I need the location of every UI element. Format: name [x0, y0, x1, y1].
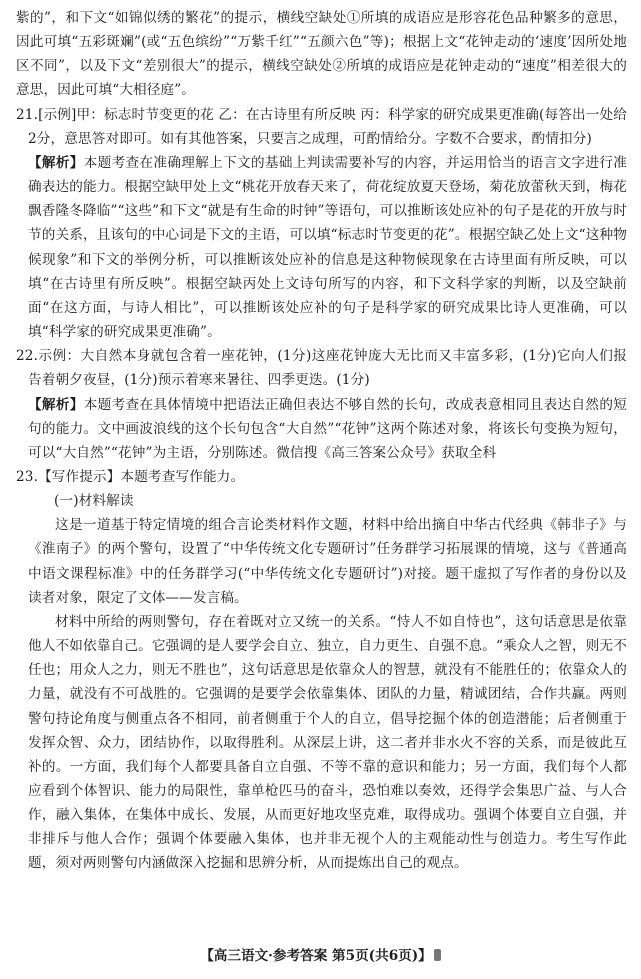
question-22-answer: 22.示例：大自然本身就包含着一座花钟，(1分)这座花钟庞大无比而又丰富多彩，(1分)它向人们报告着朝夕夜昼，(1分)预示着寒来暑往、四季更迭。(1分)	[16, 348, 627, 389]
question-21-analysis	[16, 151, 627, 344]
question-23-paragraph-1: 这是一道基于特定情境的组合言论类材料作文题，材料中给出摘自中华古代经典《韩非子》与《淮南子》的两个警句，设置了“中华传统文化专题研讨”任务群学习拓展课的情境，这与《普通高中语文课程标准》中的任务群学习(“中华传统文化专题研讨”)对接。题干虚拟了写作者的身份以及读者对象，限定了文体——发言稿。	[28, 517, 627, 606]
question-23-heading: 23.【写作提示】本题考查写作能力。	[16, 468, 245, 485]
question-21-answer: 21.[示例]甲：标志时节变更的花 乙：在古诗里有所反映 丙：科学家的研究成果更准确(每答出一处给2分，意思答对即可。如有其他答案，只要言之成理，可酌情给分。字数不合要求，酌情扣分)	[16, 106, 627, 147]
analysis-text: 本题考查在准确理解上下文的基础上判读需要补写的内容，并运用恰当的语言文字进行准确表达的能力。根据空缺甲处上文“桃花开放春天来了，荷花绽放夏天登场，菊花放蕾秋天到，梅花飘香隆冬降临”“这些”和下文“就是有生命的时钟”等语句，可以推断该处应补的句子是花的开放与时节的关系，且该句的中心词是下文的主语，可以填“标志时节变更的花”。根据空缺乙处上文“这种物候现象”和下文的举例分析，可以推断该处应补的信息是这种物候现象在古诗里面有所反映，可以填“在古诗里有所反映”。根据空缺丙处上文诗句所写的内容，和下文科学家的判断，以及空缺前面“在这方面，与诗人相比”，可以推断该处应补的句子是科学家的研究成果比诗人更准确，可以填“科学家的研究成果更准确”。	[28, 154, 627, 341]
footer-text: 【高三语文·参考答案 第5页(共6页)】	[200, 948, 432, 964]
analysis-tag: 【解析】	[28, 154, 84, 171]
analysis-text: 本题考查在具体情境中把语法正确但表达不够自然的长句，改成表意相同且表达自然的短句的能力。文中画波浪线的这个长句包含“大自然”“花钟”这两个陈述对象，将该长句变换为短句，可以“大自然”“花钟”为主语，分别陈述。微信搜《高三答案公众号》获取全科	[28, 396, 627, 461]
analysis-tag: 【解析】	[28, 396, 84, 413]
material-interpretation-subheading: (一)材料解读	[54, 493, 134, 510]
page-footer	[0, 944, 641, 964]
paragraph-q20-continuation: 紫的”，和下文“如锦似绣的繁花”的提示，横线空缺处①所填的成语应是形容花色品种繁多的意思，因此可填“五彩斑斓”(或“五色缤纷”“万紫千红”“五颜六色”等)；根据上文“花钟走动的‘速度’因所处地区不同”，以及下文“差别很大”的提示，横线空缺处②所填的成语应是花钟走动的“速度”相差很大的意思，因此可填“大相径庭”。	[16, 10, 627, 99]
corner-mark-icon	[434, 949, 441, 961]
question-23-paragraph-2: 材料中所给的两则警句，存在着既对立又统一的关系。“恃人不如自恃也”，这句话意思是依靠他人不如依靠自己。它强调的是人要学会自立、独立，自力更生、自强不息。“乘众人之智，则无不任也；用众人之力，则无不胜也”，这句话意思是依靠众人的智慧，就没有不能胜任的；依靠众人的力量，就没有不可战胜的。它强调的是要学会依靠集体、团队的力量，精诚团结，合作共赢。两则警句持论角度与侧重点各不相同，前者侧重于个人的自立，倡导挖掘个体的创造潜能；后者侧重于发挥众智、众力，团结协作，以取得胜利。从深层上讲，这二者并非水火不容的关系，而是彼此互补的。一方面，我们每个人都要具备自立自强、不等不靠的意识和能力；另一方面，我们每个人都应看到个体智识、能力的局限性，靠单枪匹马的奋斗，恐怕难以奏效，还得学会集思广益、与人合作，融入集体，在集体中成长、发展，从而更好地攻坚克难，取得成功。强调个体要自立自强，并非排斥与他人合作；强调个体要融入集体，也并非无视个人的主观能动性与创造力。考生写作此题，须对两则警句内涵做深入挖掘和思辨分析，从而提炼出自己的观点。	[28, 613, 627, 872]
question-22-analysis	[16, 393, 627, 465]
